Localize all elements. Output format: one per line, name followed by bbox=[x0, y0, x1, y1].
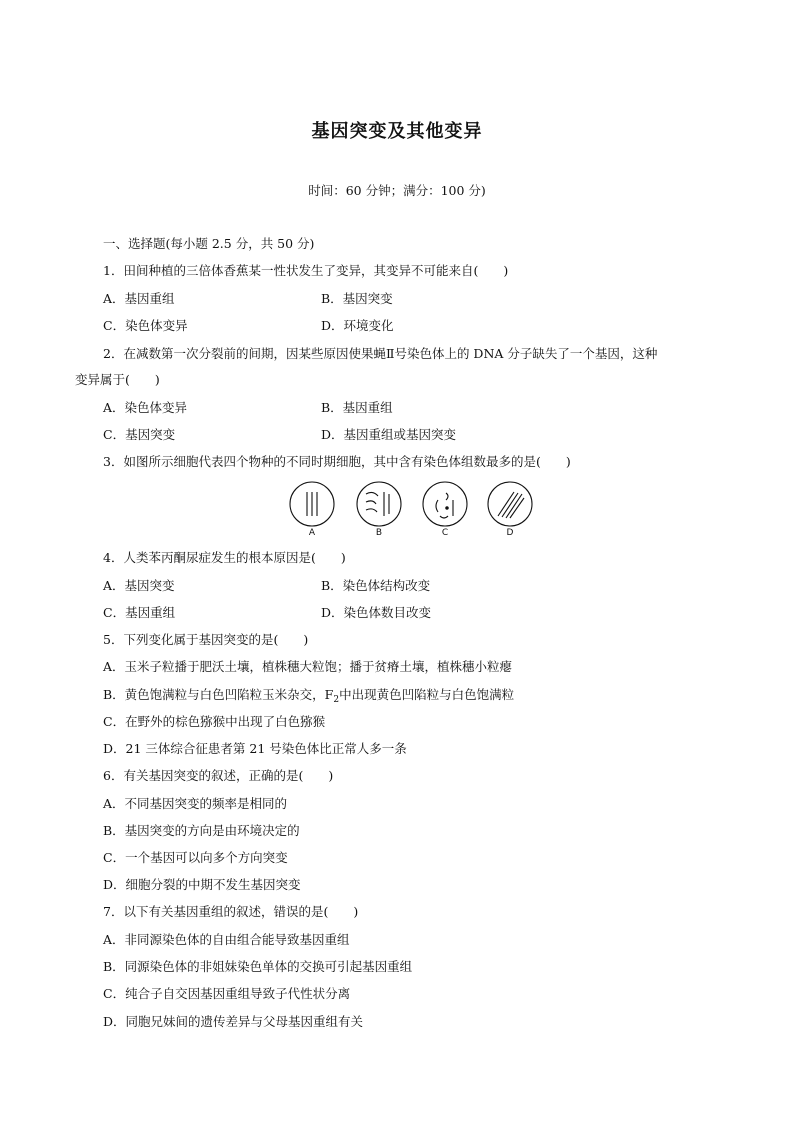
question-5-option-b-text: B．黄色饱满粒与白色凹陷粒玉米杂交，F bbox=[103, 687, 334, 702]
question-2-option-a: A．染色体变异 bbox=[103, 400, 188, 415]
question-4-option-c: C．基因重组 bbox=[103, 605, 176, 620]
cell-a bbox=[290, 482, 334, 526]
question-2-stem-line2: 变异属于( ) bbox=[75, 372, 160, 387]
question-5-option-b-subscript: 2 bbox=[333, 695, 340, 705]
cell-c bbox=[423, 482, 467, 526]
question-1-option-b: B．基因突变 bbox=[321, 291, 393, 306]
cell-label-d: D bbox=[506, 528, 514, 538]
question-3-stem: 3．如图所示细胞代表四个物种的不同时期细胞，其中含有染色体组数最多的是( ) bbox=[103, 454, 571, 469]
question-5-option-d: D．21 三体综合征患者第 21 号染色体比正常人多一条 bbox=[103, 741, 407, 756]
question-5-stem: 5．下列变化属于基因突变的是( ) bbox=[103, 632, 309, 647]
section-heading: 一、选择题(每小题 2.5 分，共 50 分) bbox=[103, 236, 315, 251]
question-7-stem: 7．以下有关基因重组的叙述，错误的是( ) bbox=[103, 904, 359, 919]
question-2-option-c: C．基因突变 bbox=[103, 427, 176, 442]
question-1-option-d: D．环境变化 bbox=[321, 318, 394, 333]
cell-b bbox=[357, 482, 401, 526]
question-6-option-b: B．基因突变的方向是由环境决定的 bbox=[103, 823, 300, 838]
question-6-option-c: C．一个基因可以向多个方向突变 bbox=[103, 850, 288, 865]
question-1-stem: 1．田间种植的三倍体香蕉某一性状发生了变异，其变异不可能来自( ) bbox=[103, 263, 509, 278]
question-6-option-d: D．细胞分裂的中期不发生基因突变 bbox=[103, 877, 301, 892]
question-2-option-d: D．基因重组或基因突变 bbox=[321, 427, 457, 442]
question-1-option-c: C．染色体变异 bbox=[103, 318, 188, 333]
question-2-option-b: B．基因重组 bbox=[321, 400, 393, 415]
question-1-option-a: A．基因重组 bbox=[103, 291, 175, 306]
question-5-option-c: C．在野外的棕色猕猴中出现了白色猕猴 bbox=[103, 714, 326, 729]
cell-label-a: A bbox=[308, 528, 316, 538]
question-7-option-c: C．纯合子自交因基因重组导致子代性状分离 bbox=[103, 986, 351, 1001]
question-5-option-a: A．玉米子粒播于肥沃土壤，植株穗大粒饱；播于贫瘠土壤，植株穗小粒瘪 bbox=[103, 659, 513, 674]
exam-meta: 时间：60 分钟；满分：100 分) bbox=[308, 183, 486, 198]
question-7-option-d: D．同胞兄妹间的遗传差异与父母基因重组有关 bbox=[103, 1014, 364, 1029]
question-5-option-b bbox=[103, 686, 514, 709]
question-5-option-b-tail: 中出现黄色凹陷粒与白色饱满粒 bbox=[339, 687, 515, 702]
question-6-option-a: A．不同基因突变的频率是相同的 bbox=[103, 796, 288, 811]
question-4-option-a: A．基因突变 bbox=[103, 578, 175, 593]
question-4-option-b: B．染色体结构改变 bbox=[321, 578, 431, 593]
question-4-stem: 4．人类苯丙酮尿症发生的根本原因是( ) bbox=[103, 550, 346, 565]
question-7-option-b: B．同源染色体的非姐妹染色单体的交换可引起基因重组 bbox=[103, 959, 413, 974]
question-2-stem-line1: 2．在减数第一次分裂前的间期，因某些原因使果蝇Ⅱ号染色体上的 DNA 分子缺失了一个基因，这种 bbox=[103, 346, 658, 361]
cell-label-b: B bbox=[375, 528, 383, 538]
cell-label-c: C bbox=[441, 528, 449, 538]
page-title: 基因突变及其他变异 bbox=[311, 121, 483, 142]
cell-d bbox=[488, 482, 532, 526]
question-7-option-a: A．非同源染色体的自由组合能导致基因重组 bbox=[103, 932, 350, 947]
question-6-stem: 6．有关基因突变的叙述，正确的是( ) bbox=[103, 768, 334, 783]
question-4-option-d: D．染色体数目改变 bbox=[321, 605, 432, 620]
